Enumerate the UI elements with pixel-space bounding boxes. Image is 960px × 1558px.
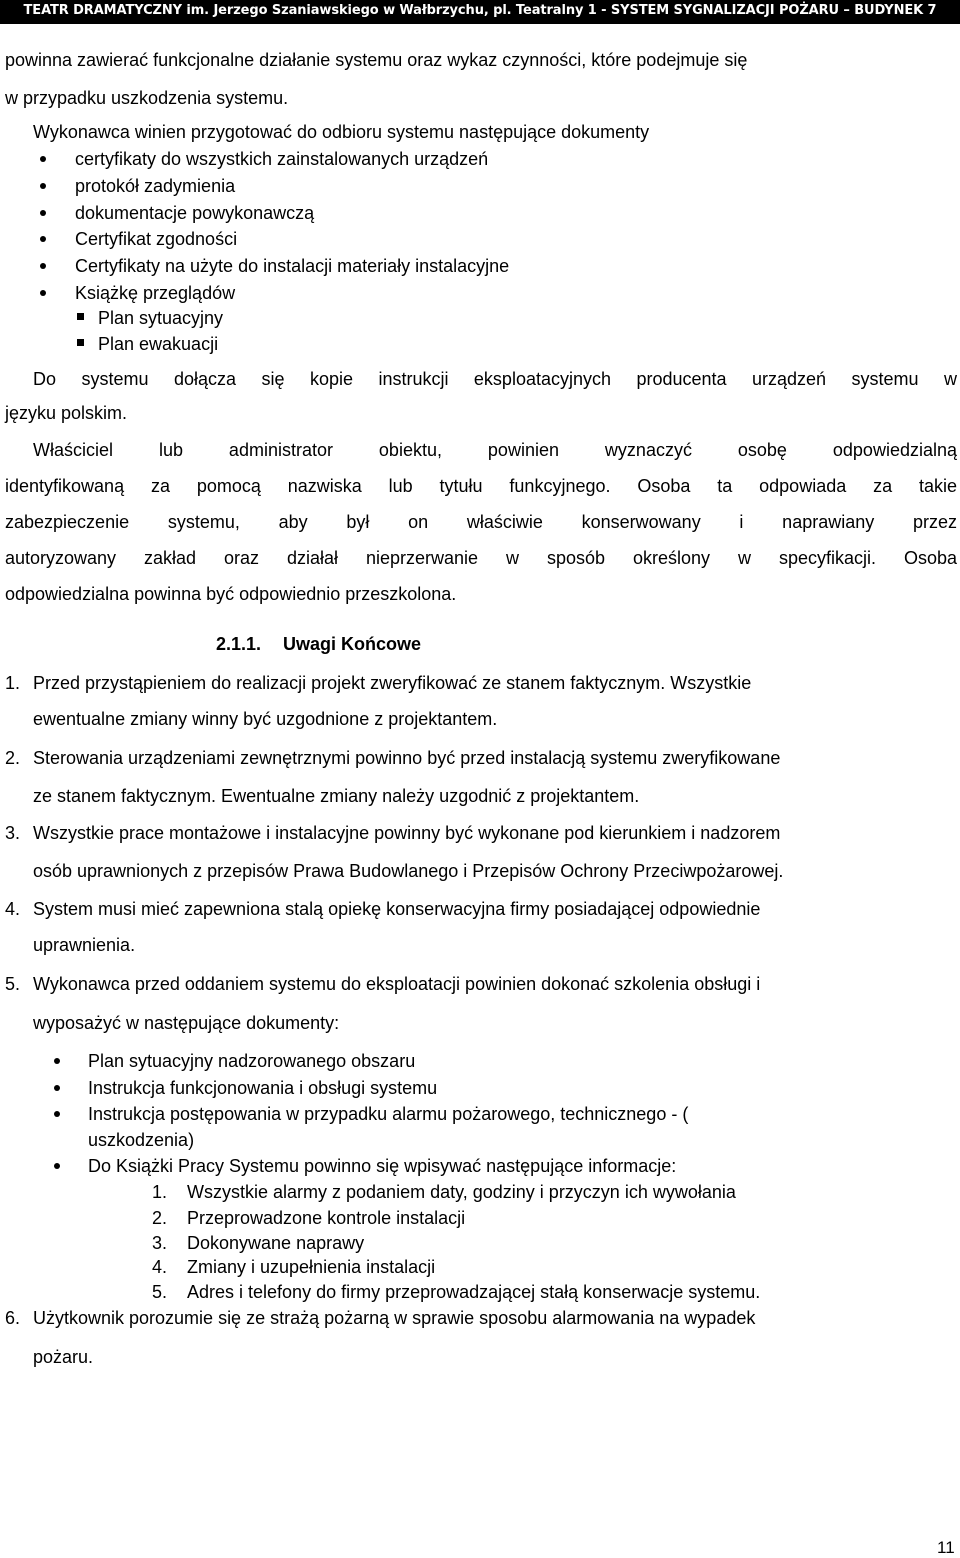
intro-line-2: w przypadku uszkodzenia systemu.: [5, 88, 289, 108]
remark-line: Wykonawca przed oddaniem systemu do eksploatacji powinien dokonać szkolenia obsługi i: [33, 974, 761, 994]
owner-line: identyfikowaną za pomocą nazwiska lub tytułu funkcyjnego. Osoba ta odpowiada za takie: [5, 476, 957, 496]
logbook-number: 2.: [152, 1208, 168, 1228]
remark-number: 6.: [5, 1308, 21, 1328]
manuals-line-2: języku polskim.: [5, 403, 128, 423]
docs-item: certyfikaty do wszystkich zainstalowanych urządzeń: [75, 149, 489, 169]
bullet-icon: [40, 236, 46, 242]
remark-line: uprawnienia.: [33, 935, 136, 955]
owner-line: zabezpieczenie systemu, aby był on właściwie konserwowany i naprawiany przez: [5, 512, 957, 532]
docs-item: Książkę przeglądów: [75, 283, 236, 303]
remark-line: Wszystkie prace montażowe i instalacyjne powinny być wykonane pod kierunkiem i nadzorem: [33, 823, 781, 843]
remark-line: wyposażyć w następujące dokumenty:: [33, 1013, 340, 1033]
docs-item: Certyfikaty na użyte do instalacji materiały instalacyjne: [75, 256, 510, 276]
logbook-number: 1.: [152, 1182, 168, 1202]
remark-number: 4.: [5, 899, 21, 919]
training-doc-item-continued: uszkodzenia): [88, 1130, 195, 1150]
bullet-icon: [40, 183, 46, 189]
bullet-icon: [40, 210, 46, 216]
remark-line: System musi mieć zapewniona stalą opiekę konserwacyjna firmy posiadającej odpowiednie: [33, 899, 761, 919]
logbook-item: Przeprowadzone kontrole instalacji: [187, 1208, 466, 1228]
remark-number: 1.: [5, 673, 21, 693]
logbook-item: Dokonywane naprawy: [187, 1233, 365, 1253]
training-doc-item: Instrukcja funkcjonowania i obsługi systemu: [88, 1078, 438, 1098]
document-header: TEATR DRAMATYCZNY im. Jerzego Szaniawskiego w Wałbrzychu, pl. Teatralny 1 - SYSTEM SYGNALIZACJI POŻARU – BUDYNEK 7: [0, 0, 960, 24]
training-doc-item: Instrukcja postępowania w przypadku alarmu pożarowego, technicznego - (: [88, 1104, 689, 1124]
section-title: Uwagi Końcowe: [283, 634, 422, 654]
owner-line: autoryzowany zakład oraz działał nieprzerwanie w sposób określony w specyfikacji. Osoba: [5, 548, 957, 568]
docs-item: Certyfikat zgodności: [75, 229, 238, 249]
logbook-number: 5.: [152, 1282, 168, 1302]
remark-line: Użytkownik porozumie się ze strażą pożarną w sprawie sposobu alarmowania na wypadek: [33, 1308, 756, 1328]
logbook-item: Wszystkie alarmy z podaniem daty, godziny i przyczyn ich wywołania: [187, 1182, 736, 1202]
section-number: 2.1.1.: [216, 634, 262, 654]
logbook-number: 3.: [152, 1233, 168, 1253]
logbook-number: 4.: [152, 1257, 168, 1277]
square-bullet-icon: [77, 339, 84, 346]
page-number: 11: [937, 1538, 955, 1557]
training-doc-item: Plan sytuacyjny nadzorowanego obszaru: [88, 1051, 416, 1071]
logbook-item: Adres i telefony do firmy przeprowadzającej stałą konserwacje systemu.: [187, 1282, 761, 1302]
manuals-line-1: Do systemu dołącza się kopie instrukcji eksploatacyjnych producenta urządzeń systemu w: [33, 369, 957, 389]
docs-subitem: Plan sytuacyjny: [98, 308, 224, 328]
docs-subitem: Plan ewakuacji: [98, 334, 219, 354]
docs-item: protokół zadymienia: [75, 176, 236, 196]
remark-number: 5.: [5, 974, 21, 994]
intro-line-1: powinna zawierać funkcjonalne działanie systemu oraz wykaz czynności, które podejmuje się: [5, 50, 748, 70]
remark-line: osób uprawnionych z przepisów Prawa Budowlanego i Przepisów Ochrony Przeciwpożarowej.: [33, 861, 784, 881]
bullet-icon: [40, 263, 46, 269]
remark-line: ze stanem faktycznym. Ewentualne zmiany należy uzgodnić z projektantem.: [33, 786, 640, 806]
remark-number: 3.: [5, 823, 21, 843]
training-doc-item: Do Książki Pracy Systemu powinno się wpisywać następujące informacje:: [88, 1156, 677, 1176]
bullet-icon: [54, 1058, 60, 1064]
bullet-icon: [54, 1163, 60, 1169]
bullet-icon: [54, 1111, 60, 1117]
square-bullet-icon: [77, 313, 84, 320]
docs-item: dokumentacje powykonawczą: [75, 203, 315, 223]
remark-line: Sterowania urządzeniami zewnętrznymi powinno być przed instalacją systemu zweryfikowane: [33, 748, 781, 768]
bullet-icon: [54, 1085, 60, 1091]
owner-line: Właściciel lub administrator obiektu, powinien wyznaczyć osobę odpowiedzialną: [33, 440, 957, 460]
remark-line: Przed przystąpieniem do realizacji projekt zweryfikować ze stanem faktycznym. Wszystkie: [33, 673, 752, 693]
owner-line: odpowiedzialna powinna być odpowiednio przeszkolona.: [5, 584, 457, 604]
remark-line: pożaru.: [33, 1347, 94, 1367]
remark-line: ewentualne zmiany winny być uzgodnione z projektantem.: [33, 709, 498, 729]
remark-number: 2.: [5, 748, 21, 768]
docs-lead: Wykonawca winien przygotować do odbioru systemu następujące dokumenty: [33, 122, 650, 142]
logbook-item: Zmiany i uzupełnienia instalacji: [187, 1257, 436, 1277]
bullet-icon: [40, 156, 46, 162]
bullet-icon: [40, 290, 46, 296]
